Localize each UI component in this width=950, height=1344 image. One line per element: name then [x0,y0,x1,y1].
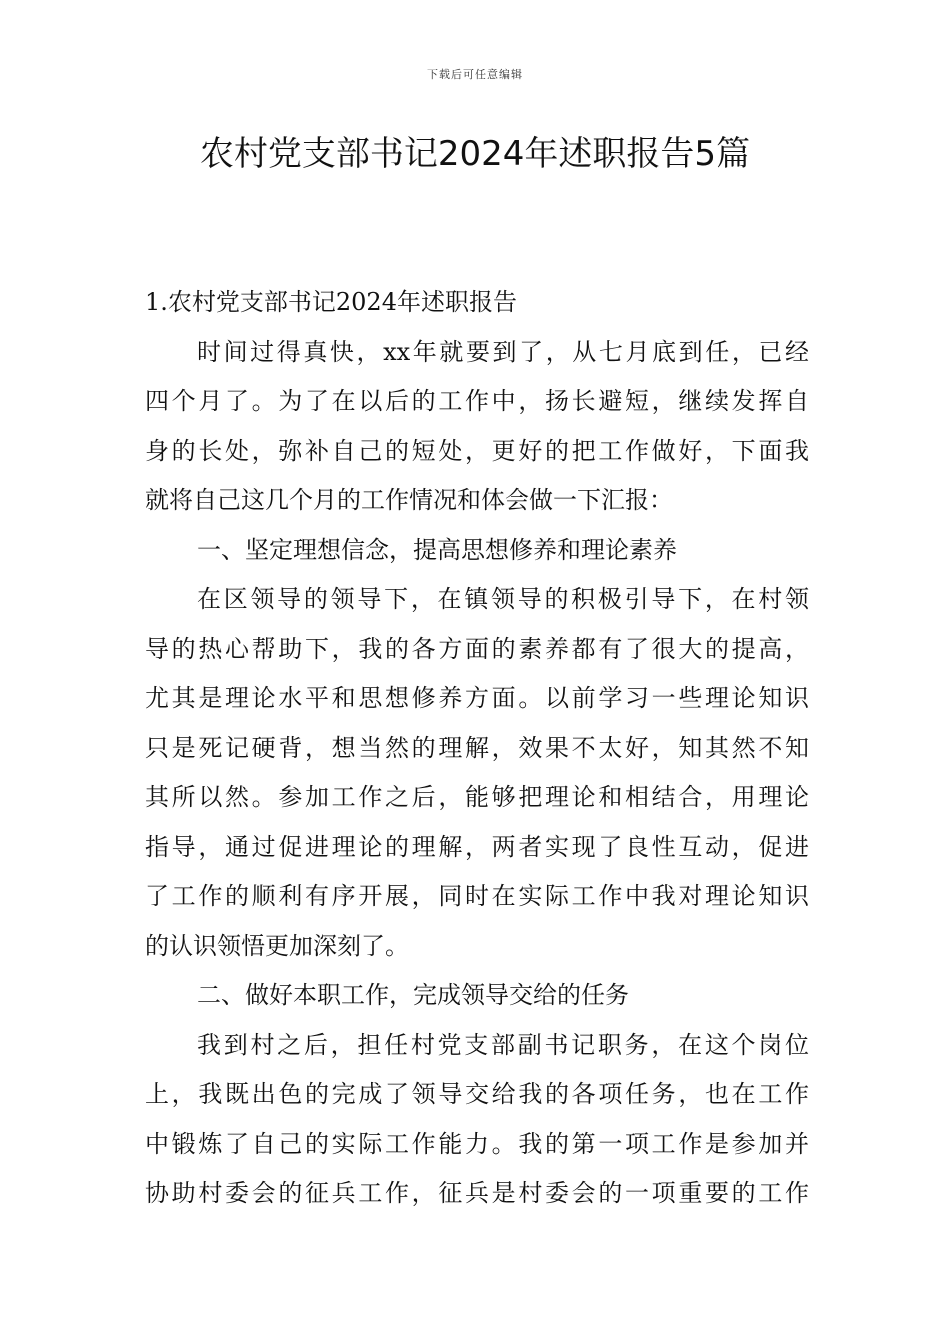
text-line: 了工作的顺利有序开展，同时在实际工作中我对理论知识 [145,882,809,910]
document-title: 农村党支部书记2024年述职报告5篇 [199,134,751,174]
text-line: 其所以然。参加工作之后，能够把理论和相结合，用理论 [145,783,809,811]
header-note: 下载后可任意编辑 [427,68,523,81]
text-line: 二、做好本职工作，完成领导交给的任务 [197,981,629,1009]
text-line: 的认识领悟更加深刻了。 [145,931,409,960]
text-line: 就将自己这几个月的工作情况和体会做一下汇报： [145,486,673,514]
text-line: 1.农村党支部书记2024年述职报告 [145,288,517,316]
document-body [145,278,809,1219]
text-line: 在区领导的领导下，在镇领导的积极引导下，在村领 [197,585,809,613]
text-line: 协助村委会的征兵工作，征兵是村委会的一项重要的工作 [145,1179,809,1207]
text-line: 只是死记硬背，想当然的理解，效果不太好，知其然不知 [145,733,809,762]
text-line: 中锻炼了自己的实际工作能力。我的第一项工作是参加并 [145,1129,809,1158]
text-line: 时间过得真快，xx年就要到了，从七月底到任，已经 [197,337,809,366]
text-line: 上，我既出色的完成了领导交给我的各项任务，也在工作 [145,1080,809,1108]
text-line: 尤其是理论水平和思想修养方面。以前学习一些理论知识 [145,684,809,712]
text-line: 指导，通过促进理论的理解，两者实现了良性互动，促进 [145,832,809,861]
text-line: 一、坚定理想信念，提高思想修养和理论素养 [197,535,677,564]
text-line: 我到村之后，担任村党支部副书记职务，在这个岗位 [197,1030,809,1059]
text-line: 身的长处，弥补自己的短处，更好的把工作做好，下面我 [145,436,809,465]
text-line: 四个月了。为了在以后的工作中，扬长避短，继续发挥自 [145,387,809,415]
text-line: 导的热心帮助下，我的各方面的素养都有了很大的提高， [145,634,809,663]
